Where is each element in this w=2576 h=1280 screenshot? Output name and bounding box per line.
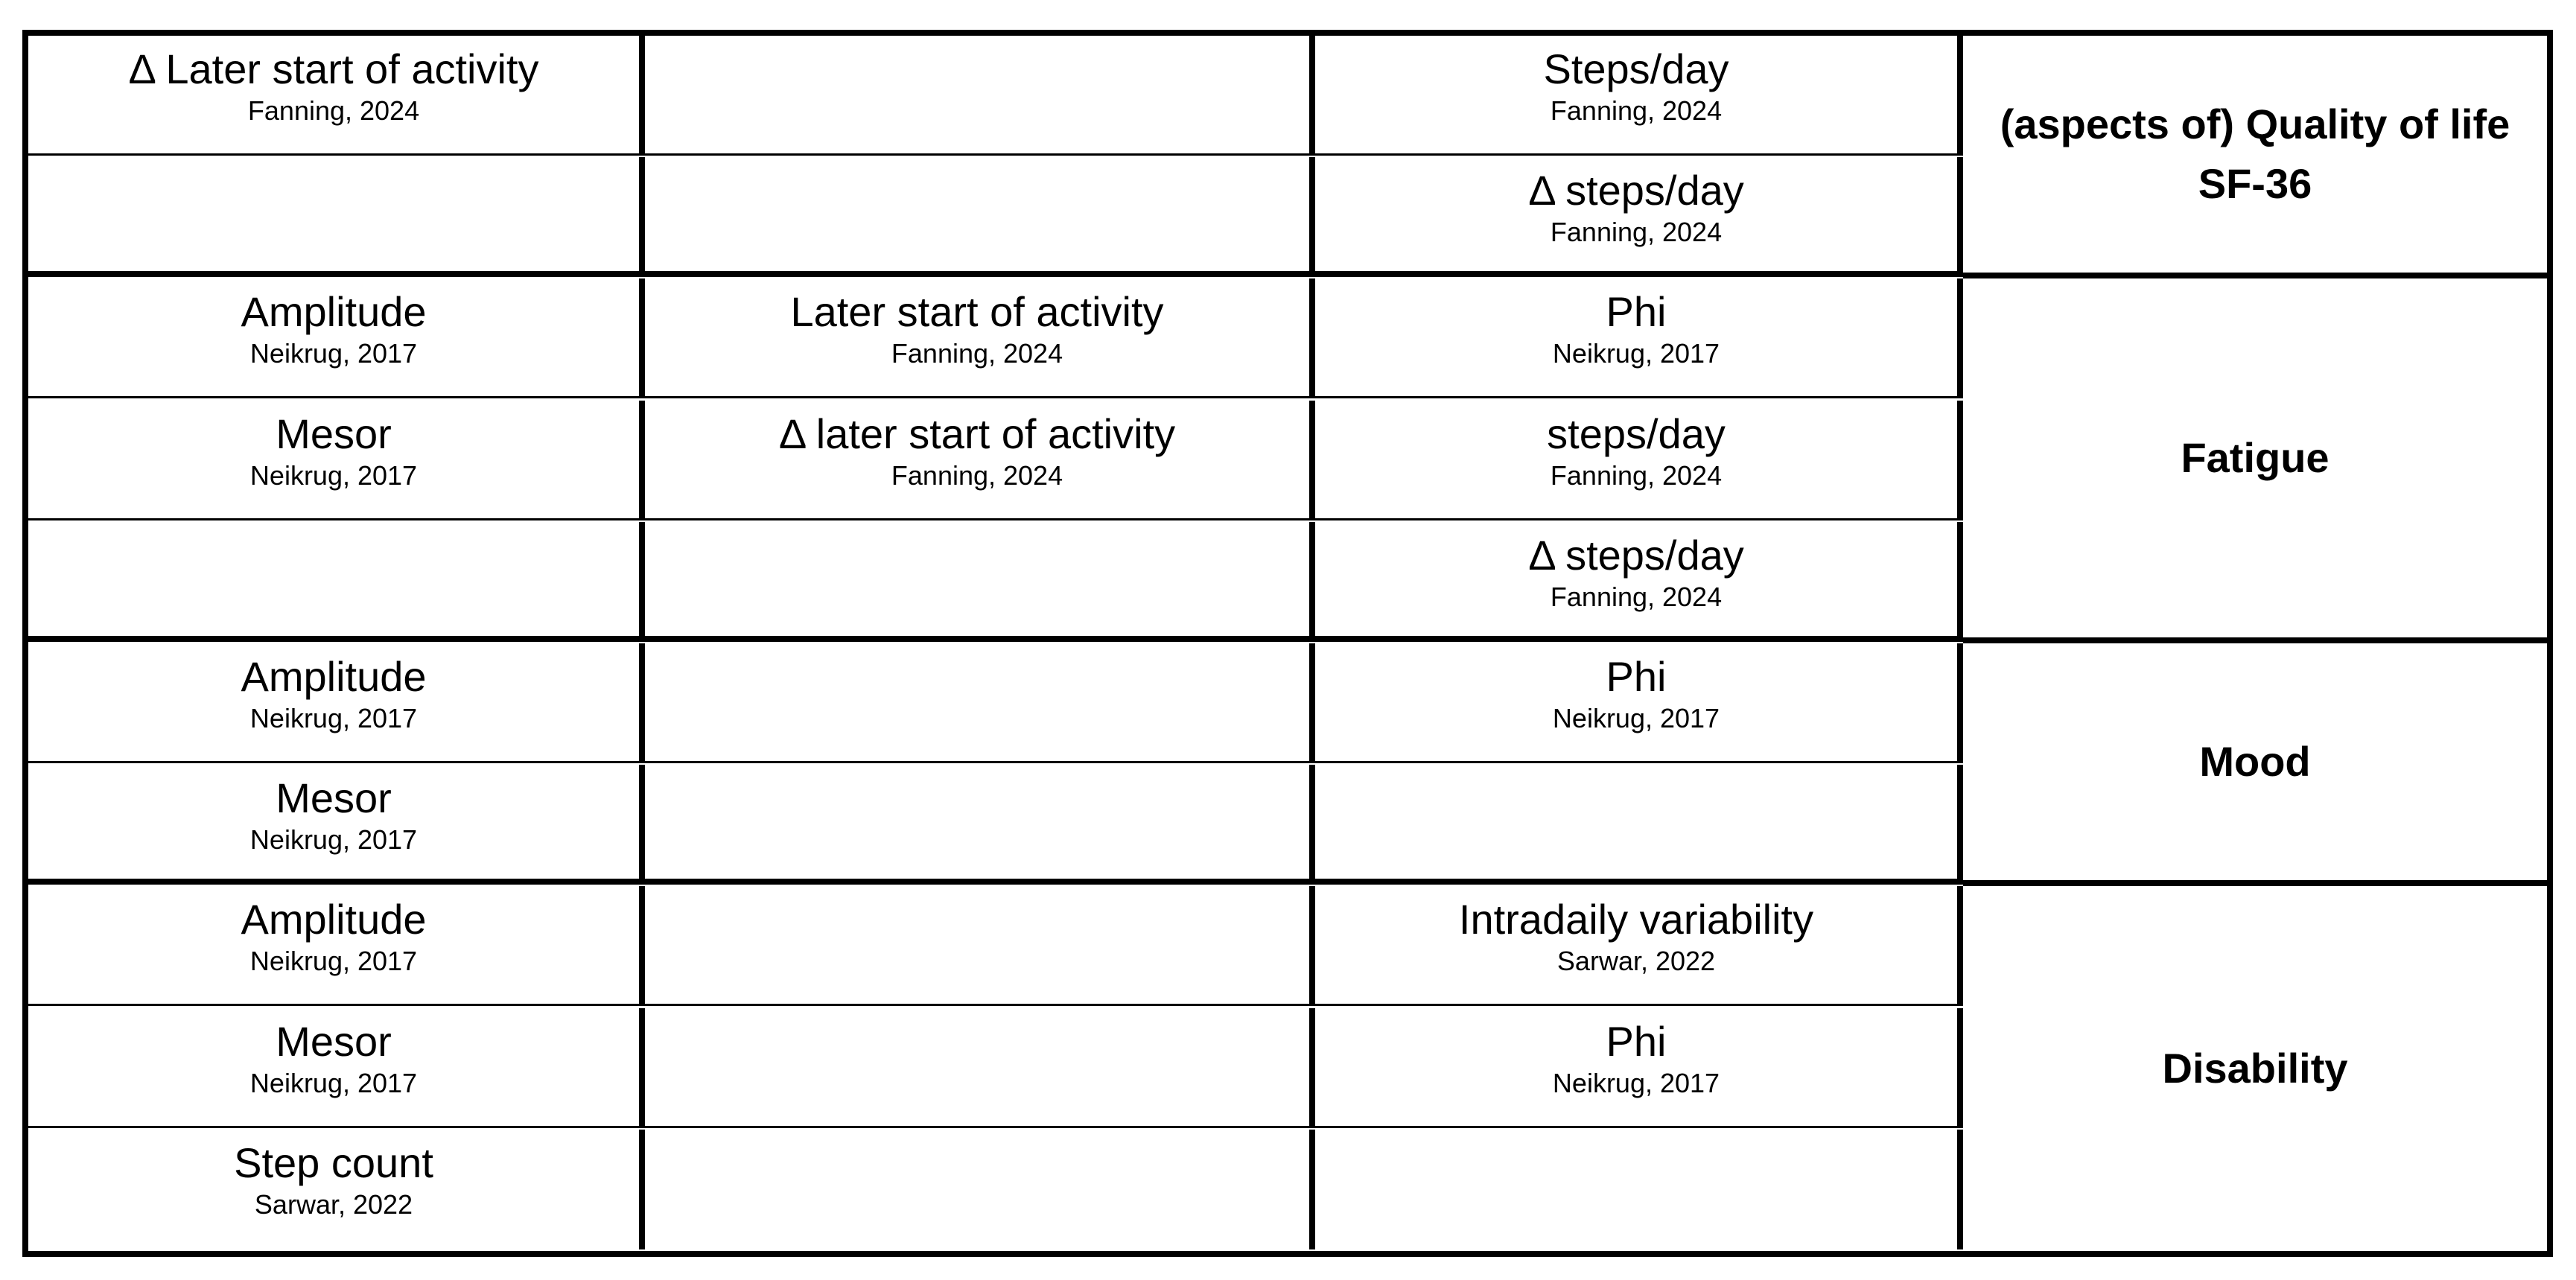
cell-measure: Δ steps/day <box>1528 167 1744 214</box>
table-cell <box>645 157 1315 277</box>
cell-reference: Fanning, 2024 <box>247 95 420 126</box>
table-cell <box>645 36 1315 156</box>
table-cell <box>28 765 645 885</box>
cell-measure: Intradaily variability <box>1458 896 1814 943</box>
cell-measure: Mesor <box>276 1017 392 1065</box>
cell-measure: steps/day <box>1547 410 1726 457</box>
table-cell <box>645 886 1315 1006</box>
cell-reference: Fanning, 2024 <box>891 459 1063 491</box>
table-cell <box>645 522 1315 642</box>
table-cell <box>645 1130 1315 1249</box>
cell-reference: Neikrug, 2017 <box>249 338 418 369</box>
cell-measure: Δ Later start of activity <box>128 45 539 92</box>
cell-measure: Mesor <box>276 410 392 457</box>
table-cell <box>28 278 645 398</box>
cell-reference: Neikrug, 2017 <box>1552 338 1720 369</box>
table-cell <box>28 886 645 1006</box>
outcome-label: (aspects of) Quality of life SF-36 <box>1963 36 2547 278</box>
table-cell <box>645 401 1315 520</box>
table-cell <box>1315 36 1963 156</box>
table-cell <box>1315 401 1963 520</box>
table-cell <box>28 643 645 763</box>
cell-reference: Neikrug, 2017 <box>249 824 418 856</box>
outcome-label: Disability <box>2162 1045 2348 1092</box>
cell-measure: Amplitude <box>241 896 427 943</box>
cell-measure: Amplitude <box>241 288 427 336</box>
cell-measure: Later start of activity <box>790 288 1164 336</box>
cell-reference: Fanning, 2024 <box>1550 459 1723 491</box>
cell-reference: Neikrug, 2017 <box>249 459 418 491</box>
outcome-label: Fatigue <box>1963 278 2547 643</box>
cell-measure: Phi <box>1606 652 1667 700</box>
cell-reference: Fanning, 2024 <box>1550 217 1723 248</box>
cell-reference: Neikrug, 2017 <box>249 702 418 733</box>
cell-reference: Sarwar, 2022 <box>1556 946 1716 977</box>
cell-measure: Step count <box>234 1139 433 1186</box>
cell-reference: Sarwar, 2022 <box>254 1188 413 1220</box>
cell-measure: Steps/day <box>1543 45 1729 92</box>
table-cell <box>1315 157 1963 277</box>
cell-reference: Fanning, 2024 <box>1550 95 1723 126</box>
table-cell <box>28 1008 645 1128</box>
cell-reference: Fanning, 2024 <box>891 338 1063 369</box>
cell-measure: Mesor <box>276 774 392 822</box>
table-cell <box>1315 886 1963 1006</box>
table-cell <box>1315 765 1963 885</box>
cell-reference: Neikrug, 2017 <box>1552 1067 1720 1098</box>
cell-measure: Δ steps/day <box>1528 531 1744 579</box>
cell-measure: Δ later start of activity <box>778 410 1176 457</box>
table-cell <box>1315 1130 1963 1249</box>
table-cell <box>645 278 1315 398</box>
cell-reference: Neikrug, 2017 <box>249 946 418 977</box>
table-cell <box>645 765 1315 885</box>
table-cell <box>1315 643 1963 763</box>
table-cell <box>28 401 645 520</box>
table-cell <box>28 1130 645 1249</box>
outcome-table <box>22 30 2553 1257</box>
table-cell <box>1315 522 1963 642</box>
cell-measure: Amplitude <box>241 652 427 700</box>
table-cell <box>28 36 645 156</box>
outcome-label: Mood <box>1963 643 2547 886</box>
cell-reference: Neikrug, 2017 <box>249 1067 418 1098</box>
cell-measure: Phi <box>1606 1017 1667 1065</box>
cell-reference: Fanning, 2024 <box>1550 581 1723 612</box>
table-cell <box>1315 278 1963 398</box>
table-cell <box>645 643 1315 763</box>
cell-reference: Neikrug, 2017 <box>1552 702 1720 733</box>
table-cell <box>28 157 645 277</box>
table-cell <box>28 522 645 642</box>
table-cell <box>1315 1008 1963 1128</box>
cell-measure: Phi <box>1606 288 1667 336</box>
table-cell <box>645 1008 1315 1128</box>
